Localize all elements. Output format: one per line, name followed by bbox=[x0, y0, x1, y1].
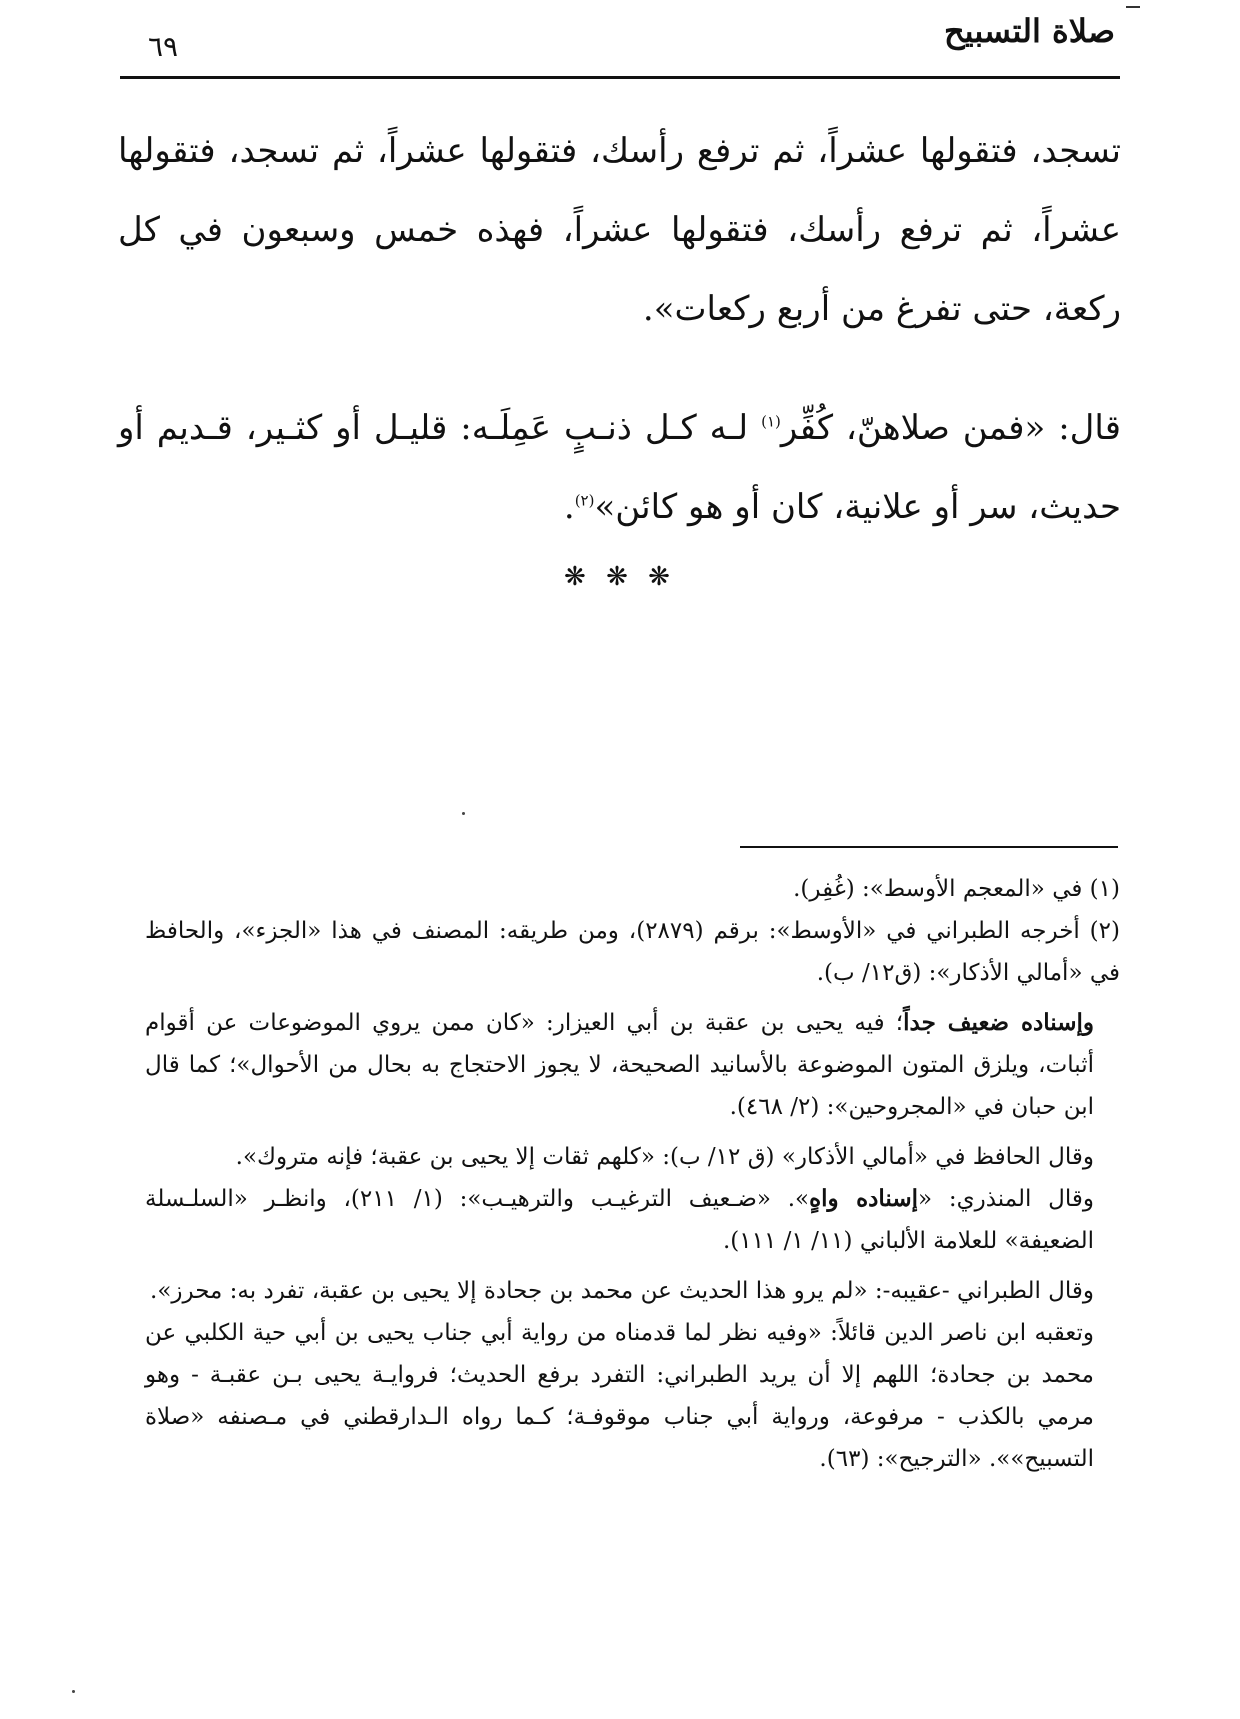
isnad-label: وإسناده ضعيف جداً bbox=[903, 1009, 1094, 1036]
footnote-ref-2: (٢) bbox=[574, 491, 595, 510]
footnote-1: (١) في «المعجم الأوسط»: (غُفِر). bbox=[793, 876, 1120, 902]
scan-speck bbox=[462, 812, 465, 815]
corner-mark bbox=[1126, 6, 1140, 8]
mundhiri-bold: إسناده واهٍ bbox=[809, 1185, 919, 1212]
page-number: ٦٩ bbox=[148, 30, 179, 63]
mundhiri-text-1: وقال المنذري: « bbox=[918, 1186, 1094, 1212]
mundhiri-text-2: ». «ضـعيف الترغيـب والترهيـب»: (١/ ٢١١)، وانظـر «السلـسلة الضعيفة» للعلامة الألباني (١١/ ١/ ١١١). bbox=[145, 1186, 1094, 1254]
paragraph-1: تسجد، فتقولها عشراً، ثم ترفع رأسك، فتقولها عشراً، ثم تسجد، فتقولها عشراً، ثم ترفع رأسك، فتقولها عشراً، فهذه خمس وسبعون في كل ركعة، حتى تفرغ من أربع ركعات». bbox=[118, 131, 1121, 329]
footnote-2: (٢) أخرجه الطبراني في «الأوسط»: برقم (٢٨٧٩)، ومن طريقه: المصنف في هذا «الجزء»، والحافظ في «أمالي الأذكار»: (ق١٢/ ب). bbox=[145, 918, 1120, 986]
header-rule bbox=[120, 76, 1120, 79]
footnotes bbox=[145, 868, 1120, 1480]
footnote-2-commentary bbox=[145, 1002, 1094, 1480]
paragraph-2 bbox=[118, 389, 1121, 547]
isnad-text: ؛ فيه يحيى بن عقبة بن أبي العيزار: «كان ممن يروي الموضوعات عن أقوام أثبات، ويلزق المتون الموضوعة بالأسانيد الصحيحة، لا يجوز الاحتجاج به بحال من الأحوال»؛ كما قال ابن حبان في «المجروحين»: (٢/ ٤٦٨). bbox=[145, 1010, 1094, 1120]
paragraph-2-part-2: لـه كـل ذنـبٍ عَمِلَـه: قليـل أو كثـير، قـديم أو حديث، سر أو علانية، كان أو هو كائن» bbox=[118, 408, 1121, 527]
paragraph-2-part-3: . bbox=[563, 487, 575, 527]
scan-speck bbox=[72, 1690, 75, 1693]
main-text bbox=[118, 112, 1121, 547]
footnote-rule bbox=[740, 846, 1118, 848]
tabarani-note: وقال الطبراني -عقيبه-: «لم يرو هذا الحديث عن محمد بن جحادة إلا يحيى بن عقبة، تفرد به: محرز». bbox=[150, 1278, 1094, 1304]
nasir-note: وتعقبه ابن ناصر الدين قائلاً: «وفيه نظر لما قدمناه من رواية أبي جناب يحيى بن أبي حية الكلبي عن محمد بن جحادة؛ اللهم إلا أن يريد الطبراني: التفرد برفع الحديث؛ فروايـة يحيى بـن عقبـة - وهو مرمي بالكذب - مرفوعة، ورواية أبي جناب موقوفـة؛ كـما رواه الـدارقطني في مـصنفه «صلاة التسبيح»». «الترجيح»: (٦٣). bbox=[145, 1320, 1094, 1472]
section-separator: ❋ ❋ ❋ bbox=[564, 562, 676, 592]
paragraph-2-part-1: قال: «فمن صلاهنّ، كُفِّر bbox=[780, 408, 1121, 448]
footnote-ref-1: (١) bbox=[761, 412, 781, 431]
isnad-note bbox=[145, 1002, 1094, 1128]
running-header-title: صلاة التسبيح bbox=[944, 12, 1115, 50]
mundhiri-note bbox=[145, 1178, 1094, 1262]
hafiz-note: وقال الحافظ في «أمالي الأذكار» (ق ١٢/ ب): «كلهم ثقات إلا يحيى بن عقبة؛ فإنه متروك». bbox=[235, 1144, 1094, 1170]
